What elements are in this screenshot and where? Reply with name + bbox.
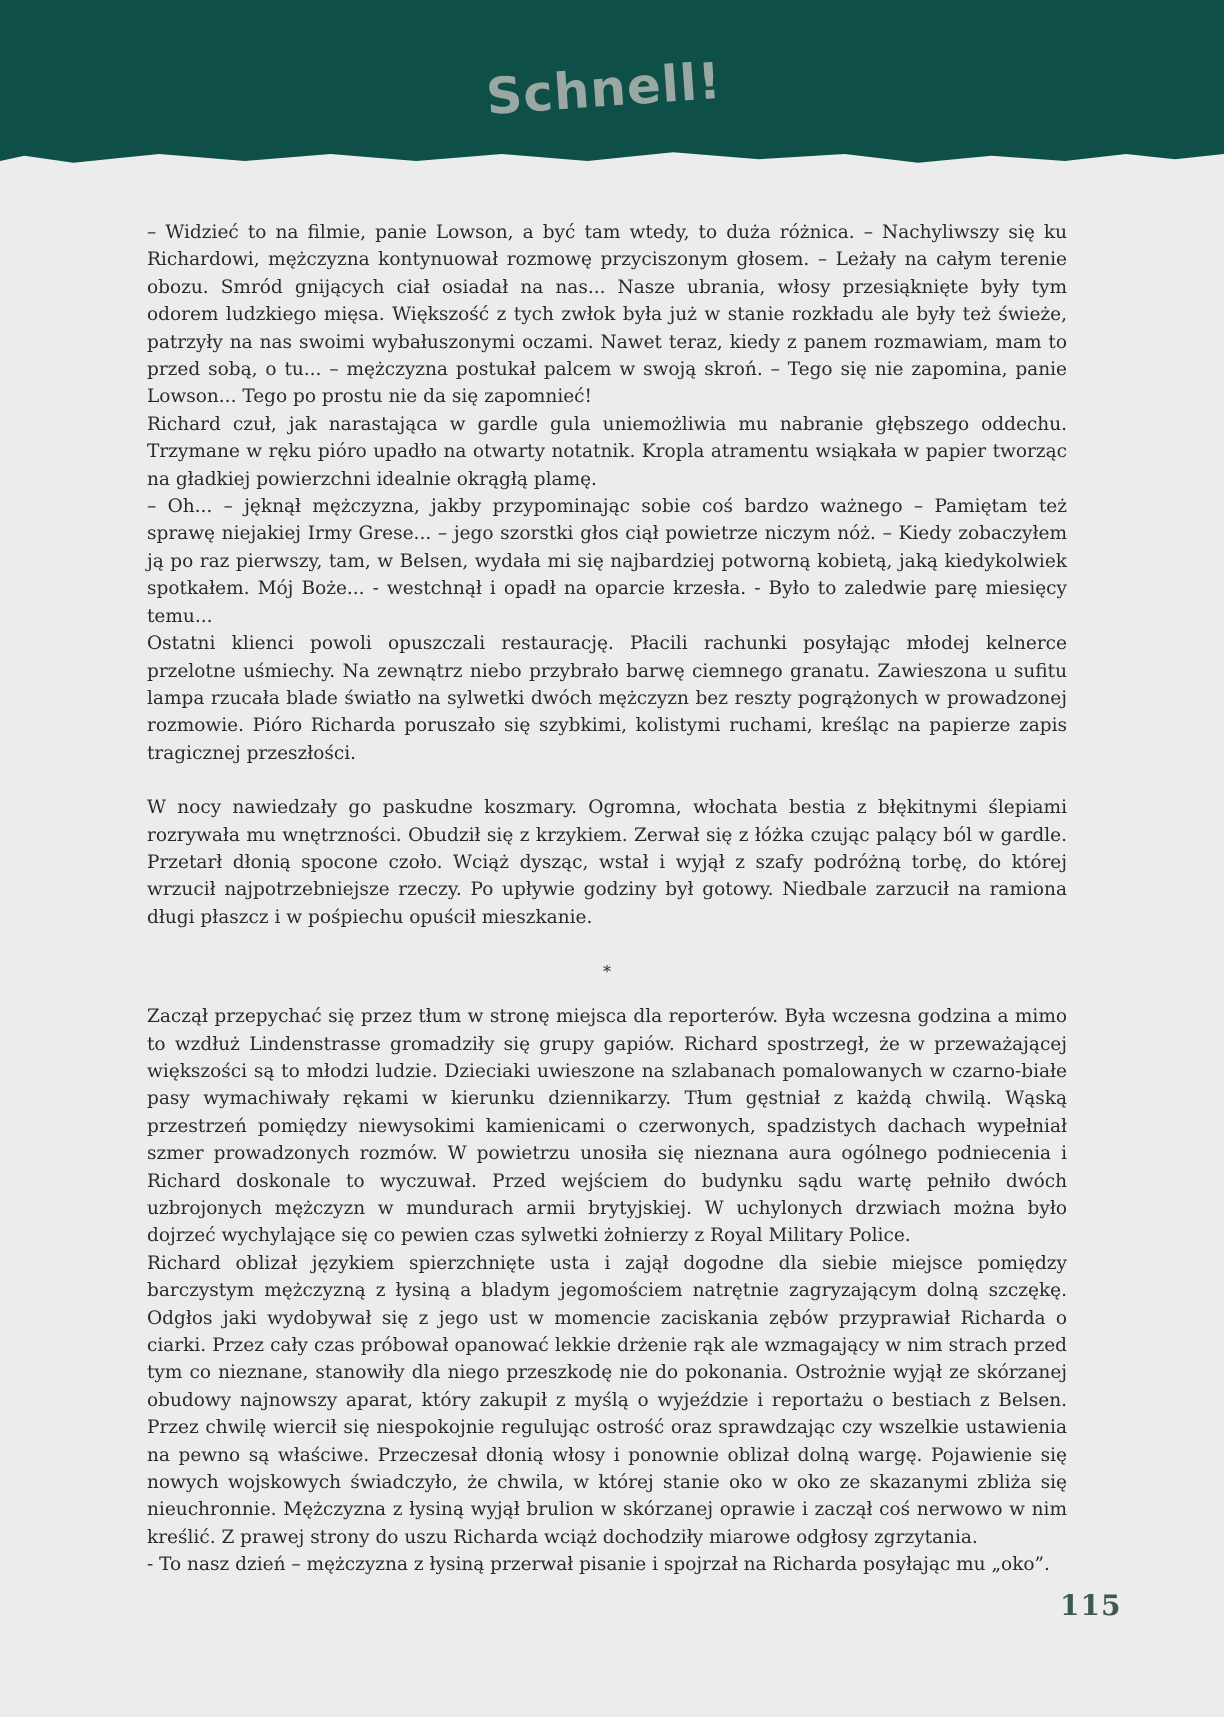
paragraph: Ostatni klienci powoli opuszczali restaurację. Płacili rachunki posyłając młodej kelnerce przelotne uśmiechy. Na zewnątrz niebo przybrało barwę ciemnego granatu. Zawieszona u sufitu lampa rzucała blade światło na sylwetki dwóch mężczyzn bez reszty pogrążonych w prowadzonej rozmowie. Pióro Richarda poruszało się szybkimi, kolistymi ruchami, kreśląc na papierze zapis tragicznej przeszłości.: [147, 633, 1067, 764]
article-body: [147, 219, 1067, 1579]
paragraph: – Oh... – jęknął mężczyzna, jakby przypominając sobie coś bardzo ważnego – Pamiętam też sprawę niejakiej Irmy Grese... – jego szorstki głos ciął powietrze niczym nóż. – Kiedy zobaczyłem ją po raz pierwszy, tam, w Belsen, wydała mi się najbardziej potworną kobietą, jaką kiedykolwiek spotkałem. Mój Boże... - westchnął i opadł na oparcie krzesła. - Było to zaledwie parę miesięcy temu...: [147, 496, 1067, 627]
page-number: 115: [1060, 1589, 1122, 1622]
logo: Schnell!: [484, 51, 724, 127]
paragraph: Zaczął przepychać się przez tłum w stronę miejsca dla reporterów. Była wczesna godzina a mimo to wzdłuż Lindenstrasse gromadziły się grupy gapiów. Richard spostrzegł, że w przeważającej większości są to młodzi ludzie. Dzieciaki uwieszone na szlabanach pomalowanych w czarno-białe pasy wymachiwały rękami w kierunku dziennikarzy. Tłum gęstniał z każdą chwilą. Wąską przestrzeń pomiędzy niewysokimi kamienicami o czerwonych, spadzistych dachach wypełniał szmer prowadzonych rozmów. W powietrzu unosiła się nieznana aura ogólnego podniecenia i Richard doskonale to wyczuwał. Przed wejściem do budynku sądu wartę pełniło dwóch uzbrojonych mężczyzn w mundurach armii brytyjskiej. W uchylonych drzwiach można było dojrzeć wychylające się co pewien czas sylwetki żołnierzy z Royal Military Police.: [147, 1006, 1067, 1247]
paragraph: – Widzieć to na filmie, panie Lowson, a być tam wtedy, to duża różnica. – Nachyliwszy się ku Richardowi, mężczyzna kontynuował rozmowę przyciszonym głosem. – Leżały na całym terenie obozu. Smród gnijących ciał osiadał na nas... Nasze ubrania, włosy przesiąknięte były tym odorem ludzkiego mięsa. Większość z tych zwłok była już w stanie rozkładu ale były też świeże, patrzyły na nas swoimi wybałuszonymi oczami. Nawet teraz, kiedy z panem rozmawiam, mam to przed sobą, o tu... – mężczyzna postukał palcem w swoją skroń. – Tego się nie zapomina, panie Lowson... Tego po prostu nie da się zapomnieć!: [147, 222, 1067, 408]
paragraph: Richard czuł, jak narastająca w gardle gula uniemożliwia mu nabranie głębszego oddechu. Trzymane w ręku pióro upadło na otwarty notatnik. Kropla atramentu wsiąkała w papier tworząc na gładkiej powierzchni idealnie okrągłą plamę.: [147, 413, 1067, 490]
section-separator: *: [603, 962, 611, 982]
paragraph: W nocy nawiedzały go paskudne koszmary. Ogromna, włochata bestia z błękitnymi ślepiami rozrywała mu wnętrzności. Obudził się z krzykiem. Zerwał się z łóżka czując palący ból w gardle. Przetarł dłonią spocone czoło. Wciąż dysząc, wstał i wyjął z szafy podróżną torbę, do której wrzucił najpotrzebniejsze rzeczy. Po upływie godziny był gotowy. Niedbale zarzucił na ramiona długi płaszcz i w pośpiechu opuścił mieszkanie.: [147, 797, 1067, 928]
paragraph: - To nasz dzień – mężczyzna z łysiną przerwał pisanie i spojrzał na Richarda posyłając mu „oko”.: [147, 1554, 1050, 1576]
paragraph: Richard oblizał językiem spierzchnięte usta i zajął dogodne dla siebie miejsce pomiędzy barczystym mężczyzną z łysiną a bladym jegomościem natrętnie zagryzającym dolną szczękę. Odgłos jaki wydobywał się z jego ust w momencie zaciskania zębów przyprawiał Richarda o ciarki. Przez cały czas próbował opanować lekkie drżenie rąk ale wzmagający w nim strach przed tym co nieznane, stanowiły dla niego przeszkodę nie do pokonania. Ostrożnie wyjął ze skórzanej obudowy najnowszy aparat, który zakupił z myślą o wyjeździe i reportażu o bestiach z Belsen. Przez chwilę wiercił się niespokojnie regulując ostrość oraz sprawdzając czy wszelkie ustawienia na pewno są właściwe. Przeczesał dłonią włosy i ponownie oblizał dolną wargę. Pojawienie się nowych wojskowych świadczyło, że chwila, w której stanie oko w oko ze skazanymi zbliża się nieuchronnie. Mężczyzna z łysiną wyjął brulion w skórzanej oprawie i zaczął coś nerwowo w nim kreślić. Z prawej strony do uszu Richarda wciąż dochodziły miarowe odgłosy zgrzytania.: [147, 1252, 1067, 1548]
